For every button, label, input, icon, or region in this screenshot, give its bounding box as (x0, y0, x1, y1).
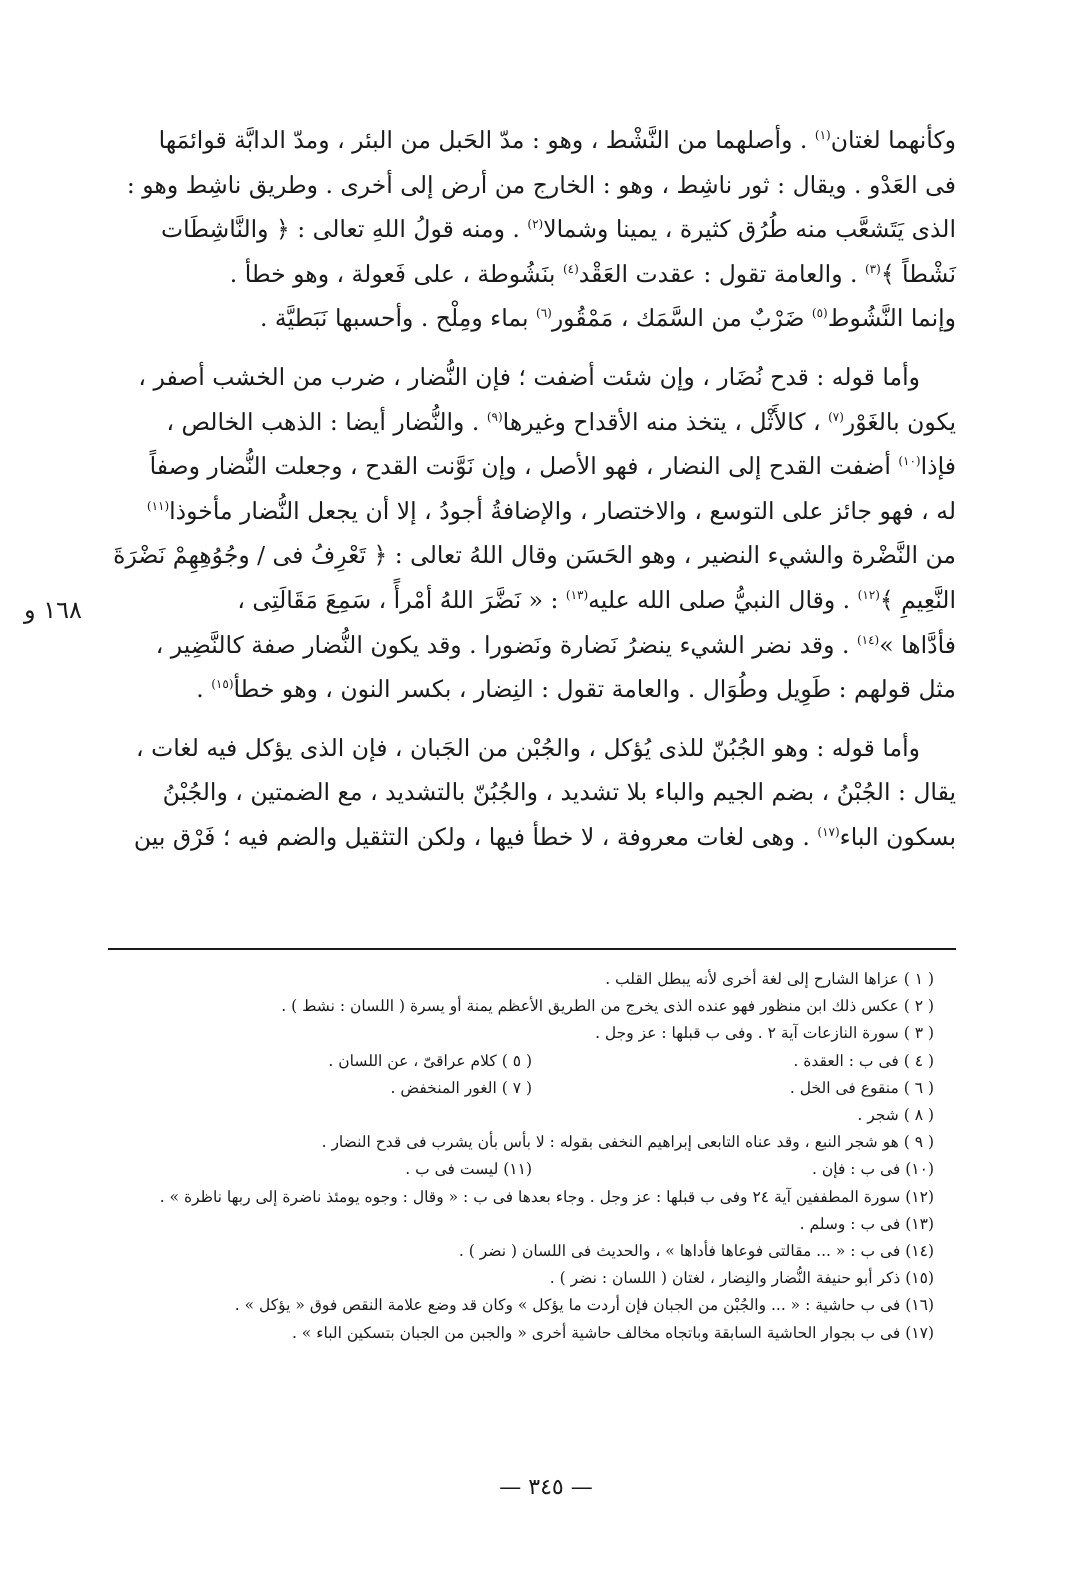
footnotes (130, 966, 934, 1347)
footnote-pair (130, 1048, 934, 1075)
text-line: يكون بالغَوْر$^{(٧)}$ ، كالأَثْل ، يتخذ منه الأقداح وغيرها$^{(٩)}$ . والنُّضار أيضا : الذهب الخالص ، (166, 407, 956, 436)
footnote-ref[interactable]: (١) (814, 128, 831, 143)
footnote: (١٢) سورة المطففين آية ٢٤ وفى ب قبلها : عز وجل . وجاء بعدها فى ب : « وقال : وجوه يومئذ ناضرة إلى ربها ناظرة » . (159, 1187, 934, 1206)
text-line: الذى يَتَشعَّب منه طُرُق كثيرة ، يمينا وشمالا$^{(٢)}$ . ومنه قولُ اللهِ تعالى : ﴿ والنَّاشِطَات (160, 215, 956, 244)
footnote-ref[interactable]: (٣) (864, 261, 881, 276)
text-line: من النَّضْرة والشيء النضير ، وهو الحَسَن وقال اللهُ تعالى : ﴿ تَعْرِفُ فى / وجُوُهِهِمْ نَضْرَةَ (113, 541, 956, 570)
footnote: ( ٤ ) فى ب : العقدة . (793, 1051, 934, 1070)
footnote: (١٥) ذكر أبو حنيفة النُّضار والنِضار ، لغتان ( اللسان : نضر ) . (549, 1269, 934, 1288)
footnote: ( ١ ) عزاها الشارح إلى لغة أخرى لأنه يبطل القلب . (605, 970, 934, 988)
footnote-ref[interactable]: (١٥) (211, 677, 234, 692)
footnote: ( ٦ ) منقوع فى الخل . (789, 1078, 934, 1097)
margin-folio-note: ١٦٨ و (24, 596, 82, 624)
page-number: — ٣٤٥ — (499, 1475, 593, 1500)
text-line: يقال : الجُبْنُ ، بضم الجيم والباء بلا تشديد ، والجُبُنّ بالتشديد ، مع الضمتين ، والجُبْنُ (162, 778, 956, 807)
footnote: ( ٥ ) كلام عراقىّ ، عن اللسان . (328, 1051, 532, 1070)
footnote-ref[interactable]: (٧) (828, 409, 844, 424)
text-line: وأما قوله : وهو الجُبُنّ للذى يُؤكل ، والجُبْن من الجَبان ، فإن الذى يؤكل فيه لغات ، (136, 733, 920, 762)
footnote: ( ٢ ) عكس ذلك ابن منظور فهو عنده الذى يخرج من الطريق الأعظم يمنة أو يسرة ( اللسان : نشط ) . (281, 997, 934, 1016)
footnote-ref[interactable]: (١٢) (857, 588, 880, 603)
text-line: بسكون الباء$^{(١٧)}$ . وهى لغات معروفة ، لا خطأ فيها ، ولكن التثقيل والضم فيه ؛ فَرْق بين (133, 822, 956, 851)
footnote: ( ٧ ) الغور المنخفض . (390, 1078, 532, 1097)
footnote: (١٧) فى ب بجوار الحاشية السابقة وباتجاه مخالف حاشية أخرى « والجبن من الجبان بتسكين الباء » . (291, 1323, 934, 1342)
text-line: فأدَّاها »$^{(١٤)}$ . وقد نضر الشيء ينضرُ نَضارة ونَضورا . وقد يكون النُّضار صفة كالنَّضِير ، (155, 630, 956, 659)
text-line: له ، فهو جائز على التوسع ، والاختصار ، والإضافةُ أجودُ ، إلا أن يجعل النُّضار مأخوذا$^{(١١)}$ (146, 496, 956, 525)
text-line: النَّعِيمِ ﴾$^{(١٢)}$ . وقال النبيُّ صلى الله عليه$^{(١٣)}$ : « نَضَّرَ اللهُ أمْرأً ، سَمِعَ مَقَالَتِى ، (237, 585, 956, 614)
footnote: ( ٩ ) هو شجر النبع ، وقد عناه التابعى إبراهيم النخفى بقوله : لا بأس بأن يشرب فى قدح النضار . (321, 1133, 934, 1152)
footnote-divider (108, 948, 956, 950)
footnote-pair (130, 1075, 934, 1102)
footnote-ref[interactable]: (١٤) (856, 632, 880, 647)
footnote-pair (130, 1156, 934, 1183)
footnote-ref[interactable]: (٦) (536, 306, 552, 321)
text-line: وأما قوله : قدح نُضَار ، وإن شئت أضفت ؛ فإن النُّضار ، ضرب من الخشب أصفر ، (138, 362, 920, 391)
footnote-ref[interactable]: (٤) (562, 261, 579, 276)
text-line: مثل قولهم : طَوِيل وطُوَال . والعامة تقول : النِضار ، بكسر النون ، وهو خطأ$^{(١٥)}$ . (196, 675, 956, 704)
footnote: ( ٣ ) سورة النازعات آية ٢ . وفى ب قبلها : عز وجل . (595, 1024, 934, 1043)
text-line: وكأنهما لغتان$^{(١)}$ . وأصلهما من النَّشْط ، وهو : مدّ الحَبل من البئر ، ومدّ الدابَّة قوائمَها (158, 126, 956, 154)
footnote: (١٣) فى ب : وسلم . (799, 1214, 934, 1233)
text-line: فى العَدْو . ويقال : ثور ناشِط ، وهو : الخارج من أرض إلى أخرى . وطريق ناشِط وهو : (126, 170, 956, 199)
footnote: ( ٨ ) شجر . (857, 1106, 934, 1125)
footnote-ref[interactable]: (٥) (811, 306, 828, 321)
text-line: فإذا$^{(١٠)}$ أضفت القدح إلى النضار ، فهو الأصل ، وإن نَوَّنت القدح ، وجعلت النُّضار وصفاً (149, 452, 956, 481)
text-line: وإنما النَّشُوط$^{(٥)}$ ضَرْبٌ من السَّمَك ، مَمْقُور$^{(٦)}$ بماء ومِلْح . وأحسبها نَبَطيَّة . (259, 304, 956, 333)
footnote-ref[interactable]: (٩) (486, 409, 503, 424)
main-text (108, 118, 956, 860)
footnote: (١٠) فى ب : فإن . (812, 1160, 934, 1179)
footnote: (١٦) فى ب حاشية : « ... والجُبْن من الجبان فإن أردت ما يؤكل » وكان قد وضع علامة النقص فوق « يؤكل » . (234, 1296, 934, 1315)
text-line: نَشْطاً ﴾$^{(٣)}$ . والعامة تقول : عقدت العَقْد$^{(٤)}$ بنَشُوطة ، على فَعولة ، وهو خطأ . (229, 259, 956, 288)
footnote-ref[interactable]: (٢) (527, 217, 544, 232)
footnote-ref[interactable]: (١١) (146, 498, 170, 513)
footnote-ref[interactable]: (١٠) (898, 454, 921, 469)
footnote-ref[interactable]: (١٧) (817, 825, 840, 840)
footnote-ref[interactable]: (١٣) (565, 588, 589, 603)
footnote: (١١) ليست فى ب . (405, 1160, 532, 1179)
footnote: (١٤) فى ب : « ... مقالتى فوعاها فأداها » ، والحديث فى اللسان ( نضر ) . (458, 1242, 934, 1261)
